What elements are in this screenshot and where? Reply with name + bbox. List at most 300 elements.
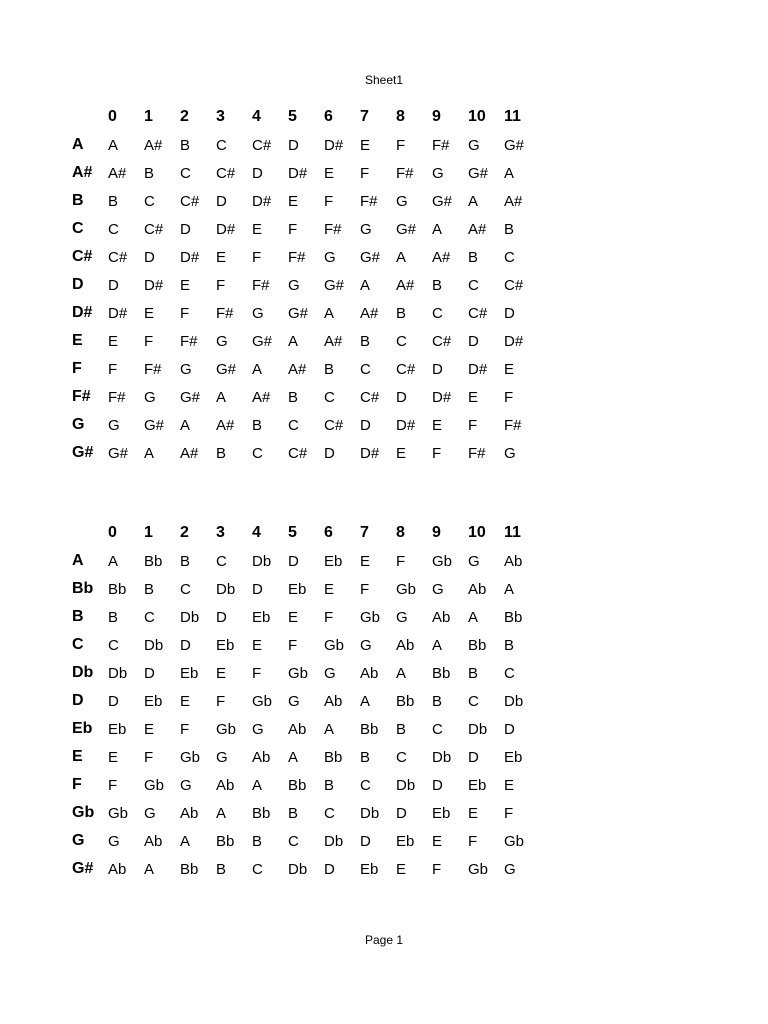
note-cell: C — [432, 304, 443, 322]
note-cell: Ab — [360, 664, 379, 682]
note-cell: A — [180, 832, 191, 850]
note-cell: F — [144, 332, 154, 350]
note-cell: F# — [432, 136, 450, 154]
note-cell: Eb — [108, 720, 127, 738]
note-cell: A — [504, 164, 515, 182]
note-cell: Eb — [432, 804, 451, 822]
note-cell: A# — [108, 164, 127, 182]
note-cell: D — [288, 136, 299, 154]
note-cell: B — [468, 664, 479, 682]
note-cell: A# — [468, 220, 487, 238]
table-row — [72, 159, 538, 187]
column-header: 8 — [396, 108, 405, 125]
note-cell: D — [180, 636, 191, 654]
note-cell: D — [108, 692, 119, 710]
row-label: A — [72, 136, 84, 153]
note-cell: E — [144, 304, 155, 322]
note-cell: Gb — [216, 720, 237, 738]
row-label: Db — [72, 664, 94, 681]
note-cell: D — [324, 860, 335, 878]
note-cell: C — [288, 416, 299, 434]
row-label: D — [72, 692, 84, 709]
row-label: Eb — [72, 720, 93, 737]
note-cell: Db — [432, 748, 452, 766]
note-cell: C — [180, 164, 191, 182]
note-cell: Db — [468, 720, 488, 738]
note-cell: D — [252, 164, 263, 182]
note-cell: G — [324, 664, 336, 682]
note-cell: Ab — [432, 608, 451, 626]
note-cell: A — [288, 748, 299, 766]
note-cell: Bb — [396, 692, 415, 710]
note-cell: A — [432, 636, 443, 654]
note-cell: C — [504, 664, 515, 682]
note-cell: G# — [468, 164, 489, 182]
note-cell: C — [360, 360, 371, 378]
note-cell: F# — [180, 332, 198, 350]
row-label: C — [72, 220, 84, 237]
note-cell: E — [216, 664, 227, 682]
note-cell: B — [252, 832, 263, 850]
column-header: 2 — [180, 524, 189, 541]
row-label: G# — [72, 444, 94, 461]
note-cell: F — [396, 552, 406, 570]
row-label: E — [72, 748, 83, 765]
note-cell: F — [468, 416, 478, 434]
note-cell: F — [396, 136, 406, 154]
note-cell: A — [216, 804, 227, 822]
table-row — [72, 411, 538, 439]
column-header: 11 — [504, 108, 521, 125]
note-cell: E — [144, 720, 155, 738]
column-header: 1 — [144, 108, 153, 125]
note-cell: F — [108, 360, 118, 378]
column-header: 8 — [396, 524, 405, 541]
note-cell: A — [252, 776, 263, 794]
note-cell: F — [468, 832, 478, 850]
note-cell: D# — [360, 444, 380, 462]
note-cell: C# — [432, 332, 452, 350]
note-cell: B — [144, 580, 155, 598]
note-cell: D — [144, 664, 155, 682]
column-header: 6 — [324, 524, 333, 541]
note-cell: E — [108, 748, 119, 766]
note-cell: B — [504, 220, 515, 238]
note-cell: E — [252, 636, 263, 654]
note-cell: G# — [432, 192, 453, 210]
note-cell: C# — [288, 444, 308, 462]
note-cell: C# — [216, 164, 236, 182]
row-label: E — [72, 332, 83, 349]
table-row — [72, 439, 538, 467]
note-cell: A# — [216, 416, 235, 434]
note-cell: D — [468, 748, 479, 766]
note-cell: F# — [144, 360, 162, 378]
column-header: 7 — [360, 524, 369, 541]
table-row — [72, 215, 538, 243]
note-cell: G — [108, 832, 120, 850]
column-header: 2 — [180, 108, 189, 125]
column-header: 4 — [252, 108, 261, 125]
note-cell: B — [252, 416, 263, 434]
row-label: F — [72, 360, 82, 377]
note-cell: Gb — [360, 608, 381, 626]
note-cell: D — [396, 388, 407, 406]
note-cell: F# — [396, 164, 414, 182]
note-cell: G — [108, 416, 120, 434]
note-cell: D# — [288, 164, 308, 182]
note-cell: Bb — [432, 664, 451, 682]
note-cell: F — [216, 692, 226, 710]
note-cell: E — [360, 136, 371, 154]
table-row — [72, 771, 538, 799]
note-cell: C — [288, 832, 299, 850]
note-cell: F# — [468, 444, 486, 462]
note-cell: F — [180, 720, 190, 738]
note-cell: A — [396, 664, 407, 682]
note-cell: F — [432, 444, 442, 462]
note-cell: G — [216, 332, 228, 350]
note-cell: F — [432, 860, 442, 878]
note-cell: D — [252, 580, 263, 598]
note-cell: B — [324, 776, 335, 794]
table-row — [72, 327, 538, 355]
note-cell: A — [180, 416, 191, 434]
note-cell: E — [216, 248, 227, 266]
note-cell: G — [504, 860, 516, 878]
note-cell: Db — [360, 804, 380, 822]
note-cell: Ab — [396, 636, 415, 654]
note-cell: E — [396, 444, 407, 462]
note-cell: Gb — [432, 552, 453, 570]
column-header: 10 — [468, 524, 486, 541]
note-cell: Db — [288, 860, 308, 878]
row-label: C — [72, 636, 84, 653]
note-cell: C — [504, 248, 515, 266]
row-label: Bb — [72, 580, 94, 597]
note-cell: Db — [216, 580, 236, 598]
column-header: 1 — [144, 524, 153, 541]
note-cell: A# — [324, 332, 343, 350]
note-cell: Eb — [288, 580, 307, 598]
note-cell: D — [432, 776, 443, 794]
note-cell: E — [288, 192, 299, 210]
note-cell: A — [396, 248, 407, 266]
note-cell: F# — [288, 248, 306, 266]
column-header: 5 — [288, 108, 297, 125]
note-cell: D# — [324, 136, 344, 154]
note-cell: F — [360, 164, 370, 182]
note-cell: B — [288, 804, 299, 822]
table-row — [72, 575, 538, 603]
note-cell: B — [360, 332, 371, 350]
row-label: A# — [72, 164, 93, 181]
note-cell: A — [360, 276, 371, 294]
row-label: B — [72, 192, 84, 209]
note-cell: D — [324, 444, 335, 462]
note-cell: Bb — [180, 860, 199, 878]
note-cell: E — [504, 360, 515, 378]
note-cell: C — [108, 636, 119, 654]
note-cell: Bb — [504, 608, 523, 626]
note-cell: B — [108, 608, 119, 626]
table-row — [72, 743, 538, 771]
note-cell: G# — [324, 276, 345, 294]
note-cell: F — [180, 304, 190, 322]
note-cell: C — [432, 720, 443, 738]
table-row — [72, 131, 538, 159]
note-cell: D — [504, 720, 515, 738]
note-cell: C — [252, 860, 263, 878]
note-cell: C# — [252, 136, 272, 154]
note-cell: G# — [288, 304, 309, 322]
note-cell: B — [396, 304, 407, 322]
note-cell: E — [252, 220, 263, 238]
note-cell: C — [216, 136, 227, 154]
note-cell: G — [216, 748, 228, 766]
note-cell: Eb — [144, 692, 163, 710]
note-cell: A — [324, 304, 335, 322]
row-label: F# — [72, 388, 91, 405]
note-cell: B — [432, 276, 443, 294]
note-cell: F# — [108, 388, 126, 406]
note-cell: Gb — [288, 664, 309, 682]
note-cell: E — [360, 552, 371, 570]
note-cell: Ab — [468, 580, 487, 598]
note-cell: Ab — [144, 832, 163, 850]
note-cell: D# — [432, 388, 452, 406]
note-cell: D — [432, 360, 443, 378]
table-row — [72, 631, 538, 659]
note-cell: Gb — [180, 748, 201, 766]
note-cell: G — [360, 220, 372, 238]
note-cell: D# — [144, 276, 164, 294]
note-cell: Bb — [468, 636, 487, 654]
note-cell: E — [180, 276, 191, 294]
note-cell: A — [504, 580, 515, 598]
note-cell: G — [432, 580, 444, 598]
note-cell: A — [324, 720, 335, 738]
note-cell: C — [468, 692, 479, 710]
note-cell: A# — [360, 304, 379, 322]
note-cell: C# — [396, 360, 416, 378]
page-number: Page 1 — [364, 933, 404, 947]
note-cell: D# — [216, 220, 236, 238]
table-row — [72, 187, 538, 215]
note-cell: Eb — [468, 776, 487, 794]
note-cell: F# — [360, 192, 378, 210]
note-cell: F# — [252, 276, 270, 294]
note-cell: E — [324, 580, 335, 598]
note-cell: D — [288, 552, 299, 570]
note-cell: C — [180, 580, 191, 598]
note-cell: Eb — [360, 860, 379, 878]
note-cell: G — [144, 804, 156, 822]
note-cell: E — [180, 692, 191, 710]
note-cell: D — [360, 416, 371, 434]
note-cell: Bb — [360, 720, 379, 738]
note-cell: Ab — [108, 860, 127, 878]
note-cell: D# — [108, 304, 128, 322]
note-cell: A — [216, 388, 227, 406]
note-cell: Gb — [324, 636, 345, 654]
note-cell: C — [396, 748, 407, 766]
note-cell: G — [468, 136, 480, 154]
note-cell: C — [324, 804, 335, 822]
note-cell: Eb — [180, 664, 199, 682]
note-cell: Eb — [396, 832, 415, 850]
note-cell: A — [108, 136, 119, 154]
note-cell: G — [144, 388, 156, 406]
note-cell: Ab — [324, 692, 343, 710]
note-cell: A# — [180, 444, 199, 462]
note-cell: C — [468, 276, 479, 294]
note-cell: B — [180, 552, 191, 570]
note-cell: Bb — [108, 580, 127, 598]
table-row — [72, 243, 538, 271]
note-cell: G# — [396, 220, 417, 238]
note-cell: A — [252, 360, 263, 378]
note-cell: G — [396, 192, 408, 210]
note-cell: D — [180, 220, 191, 238]
note-cell: A# — [144, 136, 163, 154]
note-cell: F — [288, 220, 298, 238]
column-header: 10 — [468, 108, 486, 125]
note-cell: D — [144, 248, 155, 266]
note-cell: E — [468, 388, 479, 406]
note-cell: D# — [468, 360, 488, 378]
note-cell: F# — [324, 220, 342, 238]
sharps-note-table — [72, 103, 538, 467]
note-cell: E — [432, 416, 443, 434]
note-cell: E — [396, 860, 407, 878]
note-cell: Db — [180, 608, 200, 626]
note-cell: C — [216, 552, 227, 570]
note-cell: Bb — [252, 804, 271, 822]
note-cell: B — [144, 164, 155, 182]
column-header: 7 — [360, 108, 369, 125]
column-header: 11 — [504, 524, 521, 541]
table-row — [72, 827, 538, 855]
note-cell: A# — [288, 360, 307, 378]
note-cell: Bb — [144, 552, 163, 570]
note-cell: A — [108, 552, 119, 570]
note-cell: Gb — [144, 776, 165, 794]
note-cell: G — [396, 608, 408, 626]
note-cell: G — [324, 248, 336, 266]
note-cell: Bb — [324, 748, 343, 766]
note-cell: A — [360, 692, 371, 710]
note-cell: Gb — [252, 692, 273, 710]
note-cell: F — [360, 580, 370, 598]
note-cell: G# — [108, 444, 129, 462]
row-label: D — [72, 276, 84, 293]
row-label: A — [72, 552, 84, 569]
note-cell: Ab — [180, 804, 199, 822]
table-row — [72, 715, 538, 743]
note-cell: C# — [504, 276, 524, 294]
note-cell: D — [216, 608, 227, 626]
note-cell: Ab — [288, 720, 307, 738]
note-cell: Eb — [252, 608, 271, 626]
note-cell: G# — [216, 360, 237, 378]
note-cell: A — [432, 220, 443, 238]
note-cell: D — [108, 276, 119, 294]
note-cell: F# — [216, 304, 234, 322]
note-cell: B — [108, 192, 119, 210]
table-row — [72, 799, 538, 827]
note-cell: F — [216, 276, 226, 294]
note-cell: E — [108, 332, 119, 350]
note-cell: B — [216, 444, 227, 462]
note-cell: Eb — [216, 636, 235, 654]
note-cell: Ab — [252, 748, 271, 766]
note-cell: G# — [360, 248, 381, 266]
note-cell: C — [108, 220, 119, 238]
note-cell: Db — [504, 692, 524, 710]
note-cell: B — [216, 860, 227, 878]
note-cell: C# — [180, 192, 200, 210]
note-cell: F — [252, 664, 262, 682]
note-cell: C# — [144, 220, 164, 238]
note-cell: Gb — [108, 804, 129, 822]
note-cell: F — [288, 636, 298, 654]
note-cell: Ab — [216, 776, 235, 794]
note-cell: B — [324, 360, 335, 378]
column-header-row — [72, 103, 538, 131]
corner-cell — [72, 519, 106, 547]
note-cell: A — [288, 332, 299, 350]
row-label: F — [72, 776, 82, 793]
table-row — [72, 299, 538, 327]
note-cell: F — [108, 776, 118, 794]
column-header: 3 — [216, 108, 225, 125]
sheet-title: Sheet1 — [364, 73, 404, 87]
note-cell: A — [468, 608, 479, 626]
table-row — [72, 383, 538, 411]
column-header: 3 — [216, 524, 225, 541]
note-cell: F# — [504, 416, 522, 434]
column-header-row — [72, 519, 538, 547]
note-cell: C — [144, 192, 155, 210]
table-row — [72, 687, 538, 715]
column-header: 0 — [108, 108, 117, 125]
note-cell: D# — [252, 192, 272, 210]
note-cell: D — [504, 304, 515, 322]
note-cell: D# — [504, 332, 524, 350]
note-cell: G — [432, 164, 444, 182]
note-cell: Gb — [468, 860, 489, 878]
note-cell: G — [252, 304, 264, 322]
note-cell: D — [396, 804, 407, 822]
note-cell: F — [144, 748, 154, 766]
note-cell: E — [288, 608, 299, 626]
note-cell: Bb — [288, 776, 307, 794]
table-row — [72, 855, 538, 883]
row-label: Gb — [72, 804, 95, 821]
note-cell: Db — [144, 636, 164, 654]
note-cell: Db — [396, 776, 416, 794]
table-row — [72, 271, 538, 299]
note-cell: G# — [180, 388, 201, 406]
note-cell: Db — [108, 664, 128, 682]
corner-cell — [72, 103, 106, 131]
note-cell: Gb — [396, 580, 417, 598]
note-cell: G# — [504, 136, 525, 154]
note-cell: Eb — [504, 748, 523, 766]
note-cell: D — [360, 832, 371, 850]
note-cell: A — [144, 860, 155, 878]
